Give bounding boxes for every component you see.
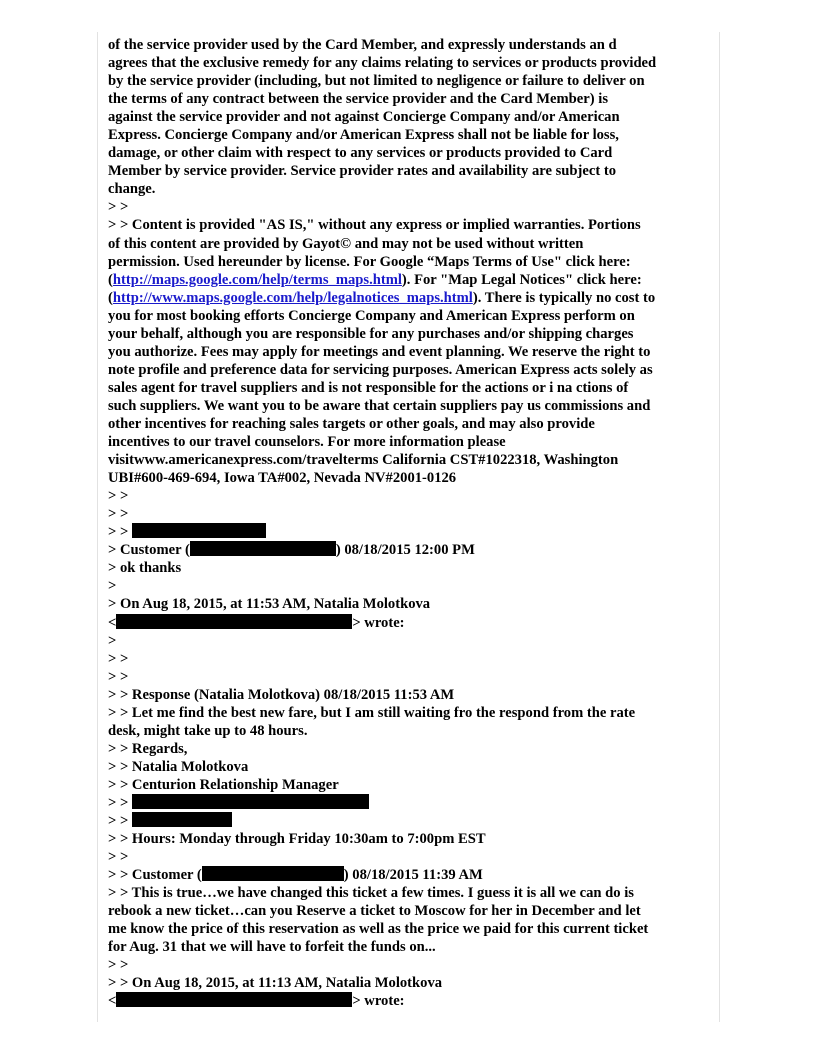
text-line [108, 812, 710, 830]
text-line: > On Aug 18, 2015, at 11:53 AM, Natalia Molotkova [108, 596, 431, 613]
maps-legal-notices-link[interactable]: http://www.maps.google.com/help/legalnotices_maps.html [112, 289, 473, 306]
line-suffix: ) 08/18/2015 12:00 PM [335, 542, 475, 559]
text-line: > > This is true…we have changed this ticket a few times. I guess it is all we can do is [108, 885, 634, 902]
text-line: of the service provider used by the Card Member, and expressly understands an d [108, 37, 617, 53]
text-line: > > Natalia Molotkova [108, 758, 249, 775]
text-line: such suppliers. We want you to be aware that certain suppliers pay us commissions and [108, 397, 651, 414]
text-line: > > Hours: Monday through Friday 10:30am to 7:00pm EST [108, 831, 486, 848]
line-prefix: < [108, 993, 117, 1010]
quote-marker-line: > > [108, 957, 129, 974]
quote-marker-line: > > [108, 650, 129, 667]
text-line: Member by service provider. Service provider rates and availability are subject to [108, 163, 617, 180]
text-line: desk, might take up to 48 hours. [108, 722, 308, 739]
text-line: > > Response (Natalia Molotkova) 08/18/2015 11:53 AM [108, 686, 455, 703]
quote-marker-line: > > [108, 199, 129, 216]
line-suffix: ) 08/18/2015 11:39 AM [343, 867, 483, 884]
text-line [108, 523, 710, 541]
text-line: > > Centurion Relationship Manager [108, 776, 339, 793]
text-line: by the service provider (including, but not limited to negligence or failure to deliver on [108, 73, 645, 90]
text-line [108, 614, 710, 632]
quote-marker-line: > [108, 632, 117, 649]
text-line [108, 794, 710, 812]
text-line: Express. Concierge Company and/or American Express shall not be liable for loss, [108, 127, 619, 144]
email-body [108, 36, 710, 1011]
quote-marker-line: > [108, 578, 117, 595]
text-line [108, 289, 710, 307]
line-prefix: > Customer ( [108, 542, 190, 559]
line-prefix: > > Customer ( [108, 867, 202, 884]
text-line: > > Regards, [108, 740, 188, 757]
text-line: note profile and preference data for servicing purposes. American Express acts solely as [108, 361, 653, 378]
text-line: permission. Used hereunder by license. For Google “Maps Terms of Use" click here: [108, 253, 631, 270]
line-prefix: < [108, 614, 117, 631]
redaction-block [116, 992, 352, 1007]
text-line: damage, or other claim with respect to any services or products provided to Card [108, 145, 613, 162]
text-line [108, 541, 710, 559]
line-prefix: > > [108, 813, 132, 830]
text-line: of this content are provided by Gayot© and may not be used without written [108, 235, 584, 252]
text-line: against the service provider and not against Concierge Company and/or American [108, 109, 620, 126]
line-suffix: > wrote: [352, 614, 405, 631]
quote-marker-line: > > [108, 488, 129, 505]
redaction-block [132, 794, 369, 809]
page-right-rule [719, 32, 720, 1022]
line-suffix: > wrote: [352, 993, 405, 1010]
text-line: change. [108, 181, 156, 198]
text-line: visitwww.americanexpress.com/travelterms California CST#1022318, Washington [108, 452, 619, 469]
text-line: agrees that the exclusive remedy for any claims relating to services or products provided [108, 55, 657, 72]
redaction-block [202, 866, 344, 881]
line-prefix: > > [108, 794, 132, 811]
line-prefix: ( [108, 271, 113, 288]
line-suffix: ). For "Map Legal Notices" click here: [401, 271, 642, 288]
text-line: sales agent for travel suppliers and is not responsible for the actions or i na ctions of [108, 379, 629, 396]
quote-marker-line: > > [108, 506, 129, 523]
maps-terms-link[interactable]: http://maps.google.com/help/terms_maps.html [112, 271, 402, 288]
line-prefix: > > [108, 524, 132, 541]
text-line: > > Content is provided "AS IS," without any express or implied warranties. Portions [108, 217, 641, 234]
text-line: the terms of any contract between the service provider and the Card Member) is [108, 91, 608, 108]
text-line: UBI#600-469-694, Iowa TA#002, Nevada NV#2001-0126 [108, 470, 457, 487]
text-line: rebook a new ticket…can you Reserve a ticket to Moscow for her in December and let [108, 903, 641, 920]
text-line: incentives to our travel counselors. For more information please [108, 434, 506, 451]
line-prefix: ( [108, 289, 113, 306]
text-line: > > Let me find the best new fare, but I am still waiting fro the respond from the rate [108, 704, 636, 721]
text-line [108, 866, 710, 884]
text-line: for Aug. 31 that we will have to forfeit the funds on... [108, 939, 436, 956]
quote-marker-line: > > [108, 849, 129, 866]
page-left-rule [97, 32, 98, 1022]
text-line: > > On Aug 18, 2015, at 11:13 AM, Natalia Molotkova [108, 975, 443, 992]
text-line: your behalf, although you are responsible for any purchases and/or shipping charges [108, 325, 634, 342]
redaction-block [116, 614, 352, 629]
quote-marker-line: > > [108, 668, 129, 685]
text-line [108, 271, 710, 289]
text-line: other incentives for reaching sales targets or other goals, and may also provide [108, 415, 595, 432]
text-line: me know the price of this reservation as well as the price we paid for this current ticket [108, 921, 649, 938]
redaction-block [132, 523, 266, 538]
text-line: you for most booking efforts Concierge Company and American Express perform on [108, 307, 635, 324]
redaction-block [190, 541, 336, 556]
text-line [108, 992, 710, 1010]
redaction-block [132, 812, 232, 827]
text-line: you authorize. Fees may apply for meetings and event planning. We reserve the right to [108, 343, 651, 360]
line-suffix: ). There is typically no cost to [472, 289, 656, 306]
text-line: > ok thanks [108, 560, 182, 577]
